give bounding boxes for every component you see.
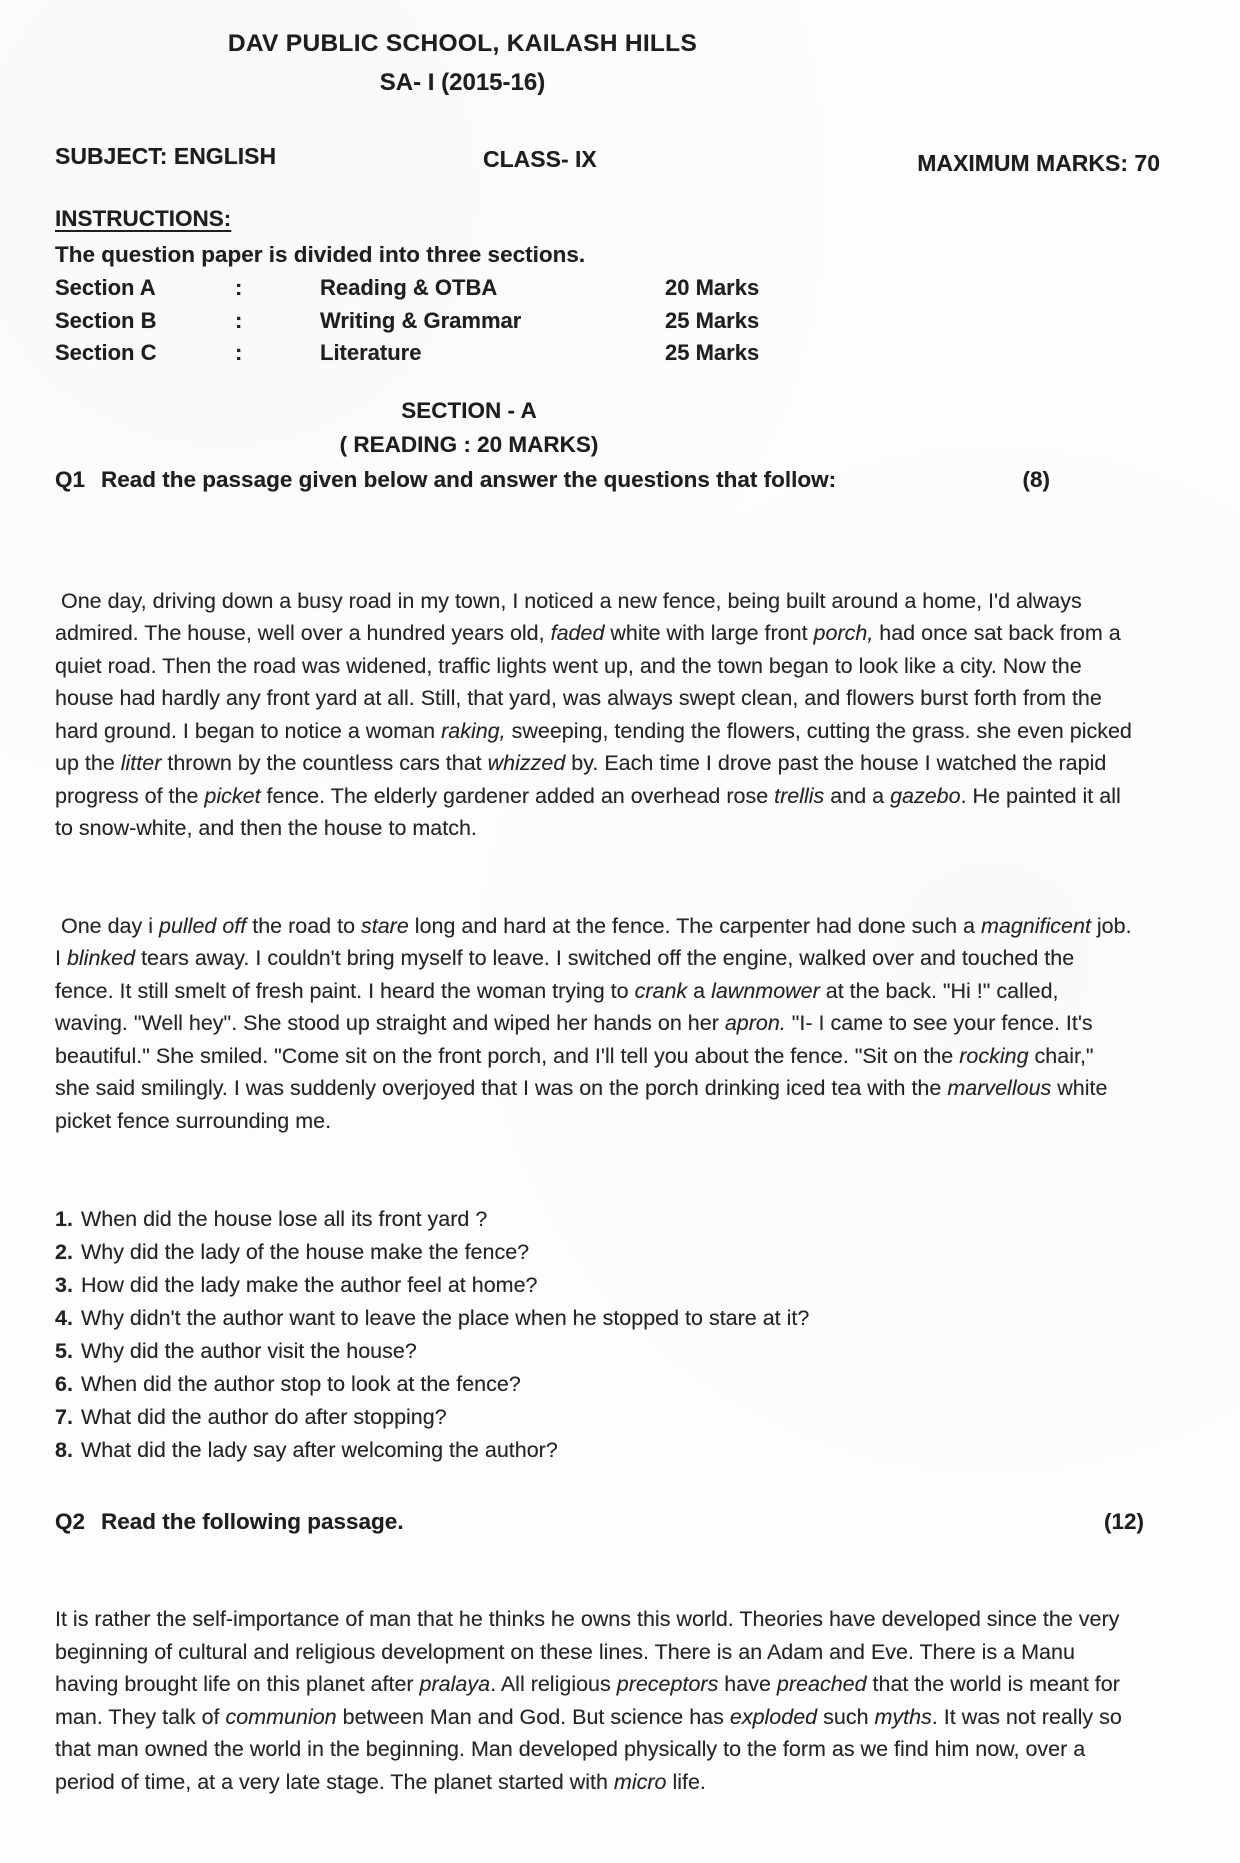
question-text: What did the author do after stopping? bbox=[80, 1405, 447, 1429]
exam-session: SA- I (2015-16) bbox=[379, 69, 546, 96]
italic-run: lawnmower bbox=[711, 978, 820, 1003]
italic-run: pralaya bbox=[419, 1672, 491, 1696]
text-run: had once sat back from a quiet road. Then the road was widened, traffic lights went up, and the town began to look like a city. Now the house had hardly any front yard at all. Still, that yard, was always swept clean, and flowers burst forth from the hard ground. I began to notice a woman bbox=[55, 621, 1127, 743]
section-label: Section A bbox=[55, 275, 156, 300]
text-run: by. Each time I drove past the house I watched the rapid progress of the bbox=[55, 751, 1113, 808]
instruction-row bbox=[55, 337, 1160, 370]
max-marks-label: MAXIMUM MARKS: 70 bbox=[917, 150, 1160, 176]
q2-number: Q2 bbox=[55, 1509, 86, 1534]
italic-run: micro bbox=[613, 1769, 667, 1794]
text-run: have bbox=[718, 1672, 777, 1696]
section-a-heading: SECTION - A bbox=[401, 397, 537, 423]
text-run: such bbox=[817, 1704, 875, 1729]
question-item bbox=[55, 1236, 1160, 1269]
meta-row bbox=[55, 143, 1160, 176]
italic-run: pulled off bbox=[158, 913, 247, 938]
text-run: One day, driving down a busy road in my town, I noticed a new fence, being built around a home, I'd always admired. The house, well over a hundred years old, bbox=[55, 588, 1088, 645]
section-a-subheading: ( READING : 20 MARKS) bbox=[339, 431, 599, 457]
section-colon: : bbox=[235, 340, 243, 365]
section-label: Section C bbox=[55, 340, 157, 365]
school-name: DAV PUBLIC SCHOOL, KAILASH HILLS bbox=[227, 30, 698, 57]
question-item bbox=[55, 1302, 1160, 1335]
question-item bbox=[55, 1368, 1160, 1401]
text-run: job. I bbox=[55, 913, 1138, 970]
q1-number: Q1 bbox=[55, 466, 86, 492]
section-colon: : bbox=[235, 307, 243, 333]
q1-prompt: Read the passage given below and answer the questions that follow: bbox=[101, 466, 837, 492]
italic-run: porch, bbox=[813, 621, 874, 645]
question-item bbox=[55, 1269, 1160, 1302]
question-text: How did the lady make the author feel at home? bbox=[80, 1273, 538, 1297]
text-run: that the world is meant for man. They talk of bbox=[55, 1672, 1126, 1729]
text-run: white with large front bbox=[604, 621, 814, 645]
question-text: What did the lady say after welcoming the author? bbox=[80, 1438, 558, 1462]
instructions-block bbox=[55, 206, 1160, 370]
text-run: . He painted it all to snow-white, and then the house to match. bbox=[55, 783, 1127, 840]
text-run: One day i bbox=[55, 913, 159, 938]
italic-run: rocking bbox=[959, 1043, 1029, 1068]
question-number: 5. bbox=[55, 1339, 73, 1363]
section-name: Literature bbox=[320, 340, 422, 365]
q1-sub-questions bbox=[55, 1203, 1160, 1467]
italic-run: preached bbox=[776, 1672, 867, 1696]
question-item bbox=[55, 1335, 1160, 1368]
section-colon: : bbox=[235, 275, 243, 300]
q1-passage bbox=[55, 520, 1138, 1203]
question-text: Why did the author visit the house? bbox=[80, 1339, 417, 1363]
text-run: chair," she said smilingly. I was suddenly overjoyed that I was on the porch drinking iced tea with the bbox=[55, 1043, 1100, 1100]
question-text: Why didn't the author want to leave the place when he stopped to stare at it? bbox=[80, 1306, 810, 1330]
section-a-heading-block bbox=[55, 397, 883, 458]
question-text: Why did the lady of the house make the fence? bbox=[80, 1240, 530, 1264]
italic-run: crank bbox=[634, 978, 688, 1003]
question-number: 6. bbox=[55, 1372, 73, 1396]
q1-passage-paragraph-2 bbox=[55, 910, 1138, 1138]
text-run: long and hard at the fence. The carpenter had done such a bbox=[408, 913, 981, 938]
text-run: white picket fence surrounding me. bbox=[55, 1076, 1114, 1133]
italic-run: exploded bbox=[729, 1704, 818, 1729]
section-marks: 25 Marks bbox=[665, 340, 760, 365]
question-item bbox=[55, 1401, 1160, 1434]
text-run: at the back. "Hi !" called, waving. "Well hey". She stood up straight and wiped her hands on her bbox=[55, 978, 1065, 1035]
text-run: thrown by the countless cars that bbox=[161, 751, 488, 775]
italic-run: trellis bbox=[774, 783, 825, 808]
question-number: 1. bbox=[55, 1207, 73, 1231]
q2-prompt: Read the following passage. bbox=[101, 1509, 404, 1534]
instructions-table bbox=[55, 272, 1160, 370]
italic-run: litter bbox=[120, 751, 162, 775]
subject-label: SUBJECT: ENGLISH bbox=[55, 143, 277, 169]
italic-run: magnificent bbox=[980, 913, 1091, 938]
italic-run: apron. bbox=[724, 1011, 786, 1035]
text-run: tears away. I couldn't bring myself to leave. I switched off the engine, walked over and touched the fence. It still smelt of fresh paint. I heard the woman trying to bbox=[55, 946, 1081, 1003]
question-text: When did the house lose all its front yard ? bbox=[80, 1207, 488, 1231]
italic-run: raking, bbox=[441, 718, 506, 743]
text-run: . All religious bbox=[490, 1672, 617, 1696]
instruction-row bbox=[55, 305, 1160, 338]
text-run: between Man and God. But science has bbox=[336, 1704, 730, 1729]
italic-run: stare bbox=[361, 913, 409, 938]
question-number: 7. bbox=[55, 1405, 73, 1429]
q1-heading-row bbox=[55, 467, 1160, 493]
q1-marks: (8) bbox=[1022, 466, 1050, 492]
text-run: and a bbox=[824, 783, 891, 808]
text-run: a bbox=[687, 978, 712, 1003]
question-number: 3. bbox=[55, 1273, 73, 1297]
text-run: "I- I came to see your fence. It's beautiful." She smiled. "Come sit on the front porch, and I'll tell you about the fence. "Sit on the bbox=[55, 1011, 1099, 1068]
question-number: 8. bbox=[55, 1438, 73, 1462]
question-number: 4. bbox=[55, 1306, 73, 1330]
italic-run: picket bbox=[204, 783, 261, 808]
q2-marks: (12) bbox=[1103, 1509, 1144, 1534]
instructions-intro: The question paper is divided into three sections. bbox=[55, 242, 586, 267]
italic-run: blinked bbox=[66, 946, 136, 970]
section-name: Writing & Grammar bbox=[320, 307, 522, 333]
question-number: 2. bbox=[55, 1240, 73, 1264]
italic-run: communion bbox=[225, 1704, 337, 1729]
question-item bbox=[55, 1203, 1160, 1236]
question-item bbox=[55, 1434, 1160, 1467]
q1-passage-paragraph-1 bbox=[55, 585, 1138, 845]
text-run: It is rather the self-importance of man that he thinks he owns this world. Theories have developed since the very beginning of cultural and religious development on these lines. There is an Adam and Eve. There is a Manu having brought life on this planet after bbox=[55, 1607, 1126, 1696]
section-marks: 25 Marks bbox=[665, 307, 760, 333]
italic-run: faded bbox=[550, 621, 605, 645]
italic-run: whizzed bbox=[487, 751, 566, 775]
italic-run: marvellous bbox=[947, 1076, 1052, 1100]
q2-passage-paragraph-1 bbox=[55, 1603, 1133, 1798]
q2-heading-row bbox=[55, 1509, 1160, 1535]
italic-run: gazebo bbox=[890, 783, 961, 808]
question-text: When did the author stop to look at the fence? bbox=[80, 1372, 521, 1396]
text-run: . It was not really so that man owned the world in the beginning. Man developed physically to the form as we find him now, over a period of time, at a very late stage. The planet started with bbox=[55, 1704, 1128, 1794]
italic-run: myths bbox=[874, 1704, 932, 1729]
section-label: Section B bbox=[55, 307, 157, 333]
instruction-row bbox=[55, 272, 1160, 305]
class-label: CLASS- IX bbox=[483, 146, 597, 172]
italic-run: preceptors bbox=[616, 1672, 719, 1696]
section-marks: 20 Marks bbox=[665, 275, 760, 300]
q2-passage bbox=[55, 1538, 1133, 1863]
text-run: sweeping, tending the flowers, cutting the grass. she even picked up the bbox=[55, 718, 1138, 775]
text-run: fence. The elderly gardener added an overhead rose bbox=[260, 783, 775, 808]
text-run: the road to bbox=[246, 913, 361, 938]
section-name: Reading & OTBA bbox=[320, 275, 498, 300]
exam-header bbox=[55, 30, 870, 97]
instructions-heading: INSTRUCTIONS: bbox=[55, 206, 232, 231]
text-run: life. bbox=[666, 1769, 706, 1794]
